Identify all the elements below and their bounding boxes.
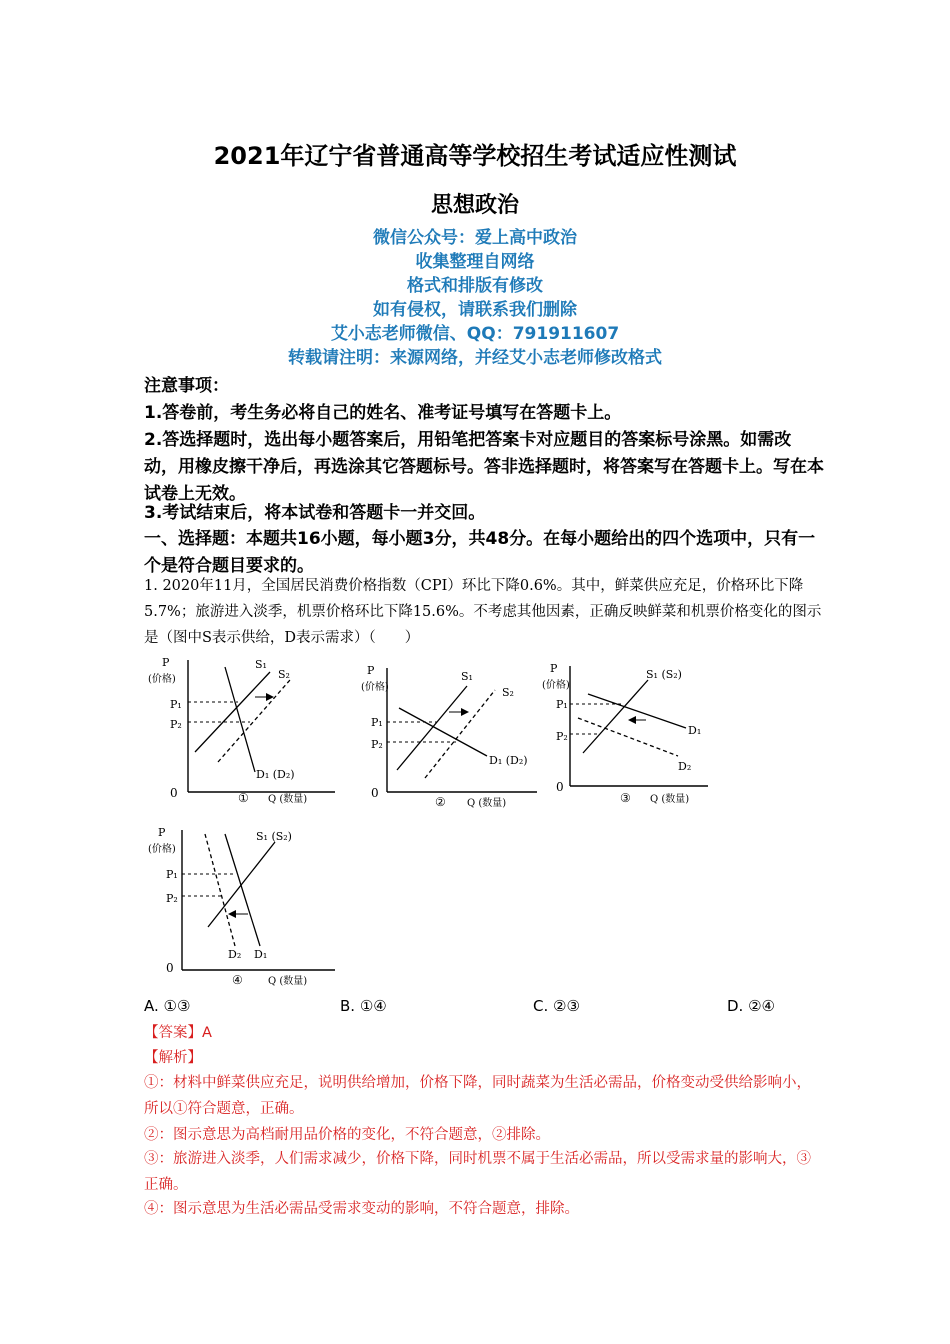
question-stem: 1. 2020年11月，全国居民消费价格指数（CPI）环比下降0.6%。其中，鲜菜供应充足，价格环比下降5.7%；旅游进入淡季，机票价格环比下降15.6%。不考虑其他因素，正确反映鲜菜和机票价格变化的图示是（图中S表示供给，D表示需求）（ ） xyxy=(144,578,822,646)
notice-item: 3.考试结束后，将本试卷和答题卡一并交回。 xyxy=(144,503,486,523)
label-s1: S₁ xyxy=(255,658,267,671)
graph-number: ① xyxy=(238,791,249,805)
supply-s2 xyxy=(425,690,495,778)
demand-d xyxy=(225,667,255,772)
label-d1: D₁ xyxy=(254,948,268,961)
axis-q: Q (数量) xyxy=(268,976,308,987)
axis-q: Q (数量) xyxy=(467,798,507,809)
subject-title: 思想政治 xyxy=(430,193,519,218)
origin: 0 xyxy=(556,780,564,794)
graph-number: ③ xyxy=(620,791,631,805)
analysis-item: ④：图示意思为生活必需品受需求变动的影响，不符合题意，排除。 xyxy=(144,1201,579,1217)
label-d2: D₂ xyxy=(678,760,692,773)
watermark-line: 格式和排版有修改 xyxy=(407,276,543,296)
option-d[interactable]: D. ②④ xyxy=(727,997,775,1015)
exam-title: 2021年辽宁省普通高等学校招生考试适应性测试 xyxy=(213,142,737,170)
origin: 0 xyxy=(371,786,379,800)
option-a[interactable]: A. ①③ xyxy=(144,997,191,1015)
graph-number: ② xyxy=(435,795,446,809)
axis-q: Q (数量) xyxy=(268,794,308,805)
label-s: S₁ (S₂) xyxy=(256,830,292,843)
origin: 0 xyxy=(166,961,174,975)
graph-3 xyxy=(538,658,718,808)
graph-4 xyxy=(140,822,340,987)
analysis-item: ②：图示意思为高档耐用品价格的变化，不符合题意，②排除。 xyxy=(144,1127,550,1143)
label-s: S₁ (S₂) xyxy=(646,668,682,681)
watermark-line: 微信公众号：爱上高中政治 xyxy=(373,228,577,248)
watermark-line: 如有侵权，请联系我们删除 xyxy=(373,300,577,320)
notice-item: 1.答卷前，考生务必将自己的姓名、准考证号填写在答题卡上。 xyxy=(144,403,622,423)
option-c[interactable]: C. ②③ xyxy=(533,997,580,1015)
supply-s1 xyxy=(195,672,270,752)
label-d: D₁ (D₂) xyxy=(256,768,295,781)
label-p2: P₂ xyxy=(371,738,383,751)
analysis-item: ③：旅游进入淡季，人们需求减少，价格下降，同时机票不属于生活必需品，所以受需求量的影响大，③正确。 xyxy=(144,1151,811,1193)
label-d1: D₁ xyxy=(688,724,702,737)
label-p2: P₂ xyxy=(166,892,178,905)
label-p1: P₁ xyxy=(170,698,182,711)
demand-d2 xyxy=(578,718,678,756)
notice-item: 2.答选择题时，选出每小题答案后，用铅笔把答案卡对应题目的答案标号涂黑。如需改动，用橡皮擦干净后，再选涂其它答题标号。答非选择题时，将答案写在答题卡上。写在本试卷上无效。 xyxy=(144,430,824,504)
origin: 0 xyxy=(170,786,178,800)
analysis-heading: 【解析】 xyxy=(144,1050,202,1066)
axis-q: Q (数量) xyxy=(650,794,690,805)
label-p2: P₂ xyxy=(556,730,568,743)
graph-number: ④ xyxy=(232,973,243,987)
supply-s xyxy=(583,680,648,753)
axis-p: P xyxy=(162,656,170,669)
demand-d1 xyxy=(588,694,686,728)
graph-1 xyxy=(140,652,340,810)
label-p2: P₂ xyxy=(170,718,182,731)
notice-heading: 注意事项： xyxy=(144,376,229,396)
axis-p: P xyxy=(367,664,375,677)
label-p1: P₁ xyxy=(371,716,383,729)
watermark-line: 艾小志老师微信、QQ：791911607 xyxy=(330,324,620,344)
watermark-line: 收集整理自网络 xyxy=(415,252,535,272)
label-d2: D₂ xyxy=(228,948,242,961)
label-p1: P₁ xyxy=(556,698,568,711)
label-s1: S₁ xyxy=(461,670,473,683)
axis-price: (价格) xyxy=(148,674,176,685)
label-d: D₁ (D₂) xyxy=(489,754,528,767)
answer: 【答案】A xyxy=(144,1025,212,1041)
watermark-line: 转载请注明：来源网络，并经艾小志老师修改格式 xyxy=(288,348,662,368)
option-b[interactable]: B. ①④ xyxy=(340,997,387,1015)
axis-price: (价格) xyxy=(542,680,570,691)
axis-p: P xyxy=(550,662,558,675)
supply-s2 xyxy=(218,680,290,762)
label-s2: S₂ xyxy=(278,668,290,681)
axis-p: P xyxy=(158,826,166,839)
analysis-item: ①：材料中鲜菜供应充足，说明供给增加，价格下降，同时蔬菜为生活必需品，价格变动受供给影响小，所以①符合题意，正确。 xyxy=(144,1075,811,1117)
axis-price: (价格) xyxy=(148,844,176,855)
graph-2 xyxy=(357,660,547,812)
label-p1: P₁ xyxy=(166,868,178,881)
axis-price: (价格) xyxy=(361,682,389,693)
section-heading: 一、选择题：本题共16小题，每小题3分，共48分。在每小题给出的四个选项中，只有一个是符合题目要求的。 xyxy=(144,529,816,576)
label-s2: S₂ xyxy=(502,686,514,699)
supply-s1 xyxy=(397,686,467,770)
